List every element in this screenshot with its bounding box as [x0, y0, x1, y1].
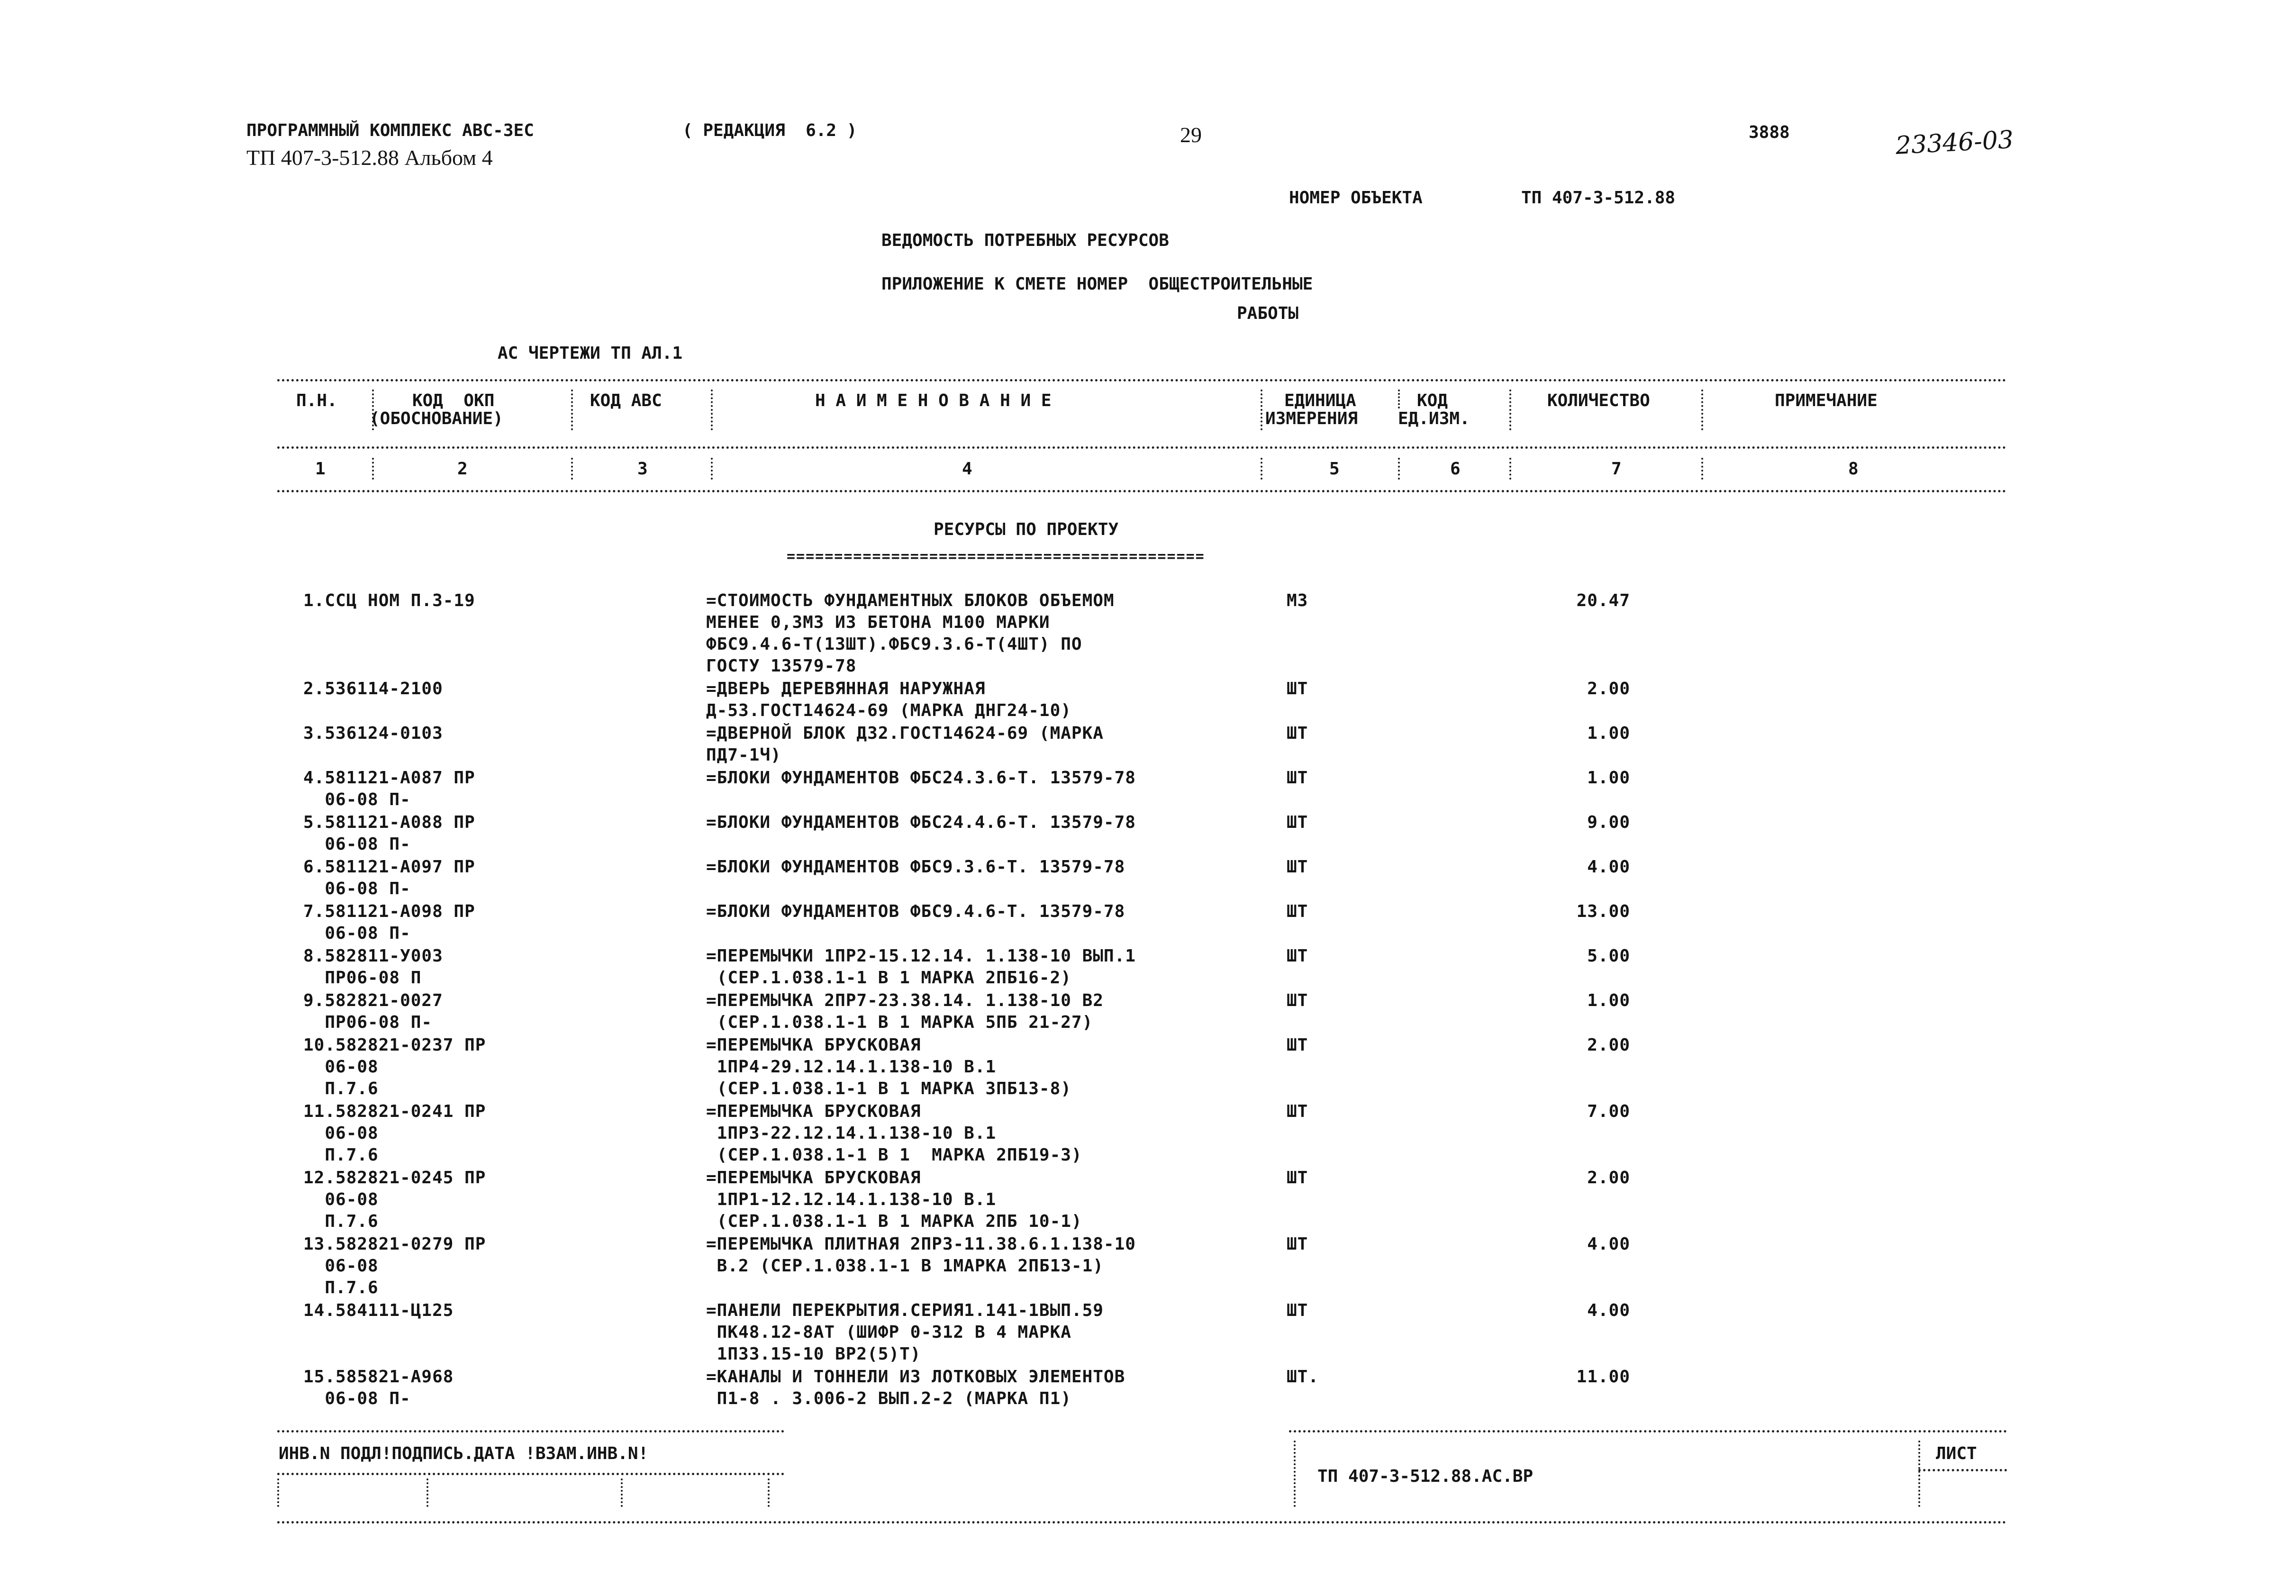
item-unit: М3	[1287, 591, 1308, 610]
document-title: ВЕДОМОСТЬ ПОТРЕБНЫХ РЕСУРСОВ	[881, 231, 1169, 250]
item-name: (СЕР.1.038.1-1 В 1 МАРКА 2ПБ19-3)	[706, 1145, 1082, 1165]
item-name: =ПЕРЕМЫЧКА ПЛИТНАЯ 2ПР3-11.38.6.1.138-10	[706, 1234, 1136, 1254]
item-code: 06-08	[303, 1190, 379, 1209]
item-unit: ШТ.	[1287, 1367, 1319, 1387]
section-title: РЕСУРСЫ ПО ПРОЕКТУ	[934, 520, 1119, 539]
item-name: (СЕР.1.038.1-1 В 1 МАРКА 3ПБ13-8)	[706, 1079, 1071, 1098]
item-quantity: 2.00	[1587, 1035, 1630, 1055]
item-code: ПР06-08 П-	[303, 1013, 433, 1032]
item-name: Д-53.ГОСТ14624-69 (МАРКА ДНГ24-10)	[706, 701, 1071, 720]
item-name: ГОСТУ 13579-78	[706, 656, 857, 676]
item-name: =ПЕРЕМЫЧКА БРУСКОВАЯ	[706, 1168, 921, 1188]
col-header-quantity: КОЛИЧЕСТВО	[1547, 391, 1650, 410]
col-header-basis: (ОБОСНОВАНИЕ)	[370, 409, 503, 428]
program-name: ПРОГРАММНЫЙ КОМПЛЕКС АВС-3ЕС	[246, 121, 534, 140]
col-header-name: Н А И М Е Н О В А Н И Е	[815, 391, 1052, 410]
item-name: (СЕР.1.038.1-1 В 1 МАРКА 2ПБ 10-1)	[706, 1212, 1082, 1231]
item-quantity: 11.00	[1576, 1367, 1630, 1387]
item-unit: ШТ	[1287, 1301, 1308, 1320]
item-unit: ШТ	[1287, 813, 1308, 832]
item-quantity: 7.00	[1587, 1102, 1630, 1121]
item-name: =ДВЕРНОЙ БЛОК Д32.ГОСТ14624-69 (МАРКА	[706, 724, 1104, 743]
item-name: 1ПР1-12.12.14.1.138-10 В.1	[706, 1190, 997, 1209]
object-value: ТП 407-3-512.88	[1521, 188, 1676, 208]
item-unit: ШТ	[1287, 991, 1308, 1010]
item-code: 11.582821-0241 ПР	[303, 1102, 486, 1121]
item-unit: ШТ	[1287, 724, 1308, 743]
form-code: 3888	[1749, 123, 1790, 142]
col-header-unit-code: КОД	[1417, 391, 1448, 410]
item-name: =ПЕРЕМЫЧКА БРУСКОВАЯ	[706, 1035, 921, 1055]
footer-sheet-label: ЛИСТ	[1936, 1444, 1977, 1463]
item-code: 1.ССЦ НОМ П.3-19	[303, 591, 475, 610]
col-number-3: 3	[637, 459, 648, 479]
item-unit: ШТ	[1287, 1035, 1308, 1055]
item-name: =БЛОКИ ФУНДАМЕНТОВ ФБС9.4.6-Т. 13579-78	[706, 902, 1125, 921]
item-code: 7.581121-А098 ПР	[303, 902, 475, 921]
handwritten-reference: 23346-03	[1895, 126, 2015, 160]
item-name: =БЛОКИ ФУНДАМЕНТОВ ФБС9.3.6-Т. 13579-78	[706, 857, 1125, 877]
item-quantity: 1.00	[1587, 724, 1630, 743]
item-code: 13.582821-0279 ПР	[303, 1234, 486, 1254]
col-number-5: 5	[1329, 459, 1340, 479]
item-code: 06-08 П-	[303, 924, 411, 943]
item-name: =СТОИМОСТЬ ФУНДАМЕНТНЫХ БЛОКОВ ОБЪЕМОМ	[706, 591, 1115, 610]
item-name: МЕНЕЕ 0,3М3 ИЗ БЕТОНА М100 МАРКИ	[706, 613, 1050, 632]
item-code: П.7.6	[303, 1145, 379, 1165]
item-code: 06-08 П-	[303, 1389, 411, 1408]
col-number-7: 7	[1611, 459, 1622, 479]
object-label: НОМЕР ОБЪЕКТА	[1289, 188, 1423, 208]
item-name: =ПЕРЕМЫЧКИ 1ПР2-15.12.14. 1.138-10 ВЫП.1	[706, 946, 1136, 966]
item-name: ПК48.12-8АТ (ШИФР 0-312 В 4 МАРКА	[706, 1323, 1071, 1342]
item-unit: ШТ	[1287, 946, 1308, 966]
item-name: 1ПР4-29.12.14.1.138-10 В.1	[706, 1057, 997, 1077]
item-code: 06-08 П-	[303, 790, 411, 809]
item-name: В.2 (СЕР.1.038.1-1 В 1МАРКА 2ПБ13-1)	[706, 1256, 1104, 1276]
item-unit: ШТ	[1287, 1102, 1308, 1121]
item-name: П1-8 . 3.006-2 ВЫП.2-2 (МАРКА П1)	[706, 1389, 1071, 1408]
item-code: 6.581121-А097 ПР	[303, 857, 475, 877]
item-quantity: 5.00	[1587, 946, 1630, 966]
item-unit: ШТ	[1287, 1234, 1308, 1254]
col-header-number: П.Н.	[296, 391, 337, 410]
item-code: 06-08	[303, 1256, 379, 1276]
section-underline: ============================================	[787, 548, 1205, 565]
item-code: 06-08 П-	[303, 834, 411, 854]
item-quantity: 13.00	[1576, 902, 1630, 921]
item-quantity: 4.00	[1587, 1234, 1630, 1254]
item-name: =БЛОКИ ФУНДАМЕНТОВ ФБС24.4.6-Т. 13579-78	[706, 813, 1136, 832]
item-code: 2.536114-2100	[303, 679, 443, 698]
item-unit: ШТ	[1287, 1168, 1308, 1188]
item-quantity: 20.47	[1576, 591, 1630, 610]
col-header-unit-code-2: ЕД.ИЗМ.	[1398, 409, 1470, 428]
item-code: 15.585821-А968	[303, 1367, 454, 1387]
item-name: (СЕР.1.038.1-1 В 1 МАРКА 2ПБ16-2)	[706, 968, 1071, 988]
item-name: =КАНАЛЫ И ТОННЕЛИ ИЗ ЛОТКОВЫХ ЭЛЕМЕНТОВ	[706, 1367, 1125, 1387]
col-number-8: 8	[1848, 459, 1859, 479]
item-name: ПД7-1Ч)	[706, 745, 781, 765]
item-name: (СЕР.1.038.1-1 В 1 МАРКА 5ПБ 21-27)	[706, 1013, 1093, 1032]
item-unit: ШТ	[1287, 768, 1308, 788]
col-header-unit: ЕДИНИЦА	[1284, 391, 1356, 410]
item-name: =ДВЕРЬ ДЕРЕВЯННАЯ НАРУЖНАЯ	[706, 679, 986, 698]
item-code: 06-08	[303, 1124, 379, 1143]
item-code: 06-08 П-	[303, 879, 411, 898]
col-number-2: 2	[457, 459, 468, 479]
item-name: =ПЕРЕМЫЧКА 2ПР7-23.38.14. 1.138-10 В2	[706, 991, 1104, 1010]
item-name: =ПЕРЕМЫЧКА БРУСКОВАЯ	[706, 1102, 921, 1121]
appendix-line-2: РАБОТЫ	[1237, 304, 1299, 323]
item-code: П.7.6	[303, 1079, 379, 1098]
item-code: 10.582821-0237 ПР	[303, 1035, 486, 1055]
album-title: ТП 407-3-512.88 Альбом 4	[246, 145, 493, 170]
item-code: 4.581121-А087 ПР	[303, 768, 475, 788]
item-code: ПР06-08 П	[303, 968, 422, 988]
item-quantity: 2.00	[1587, 679, 1630, 698]
col-number-4: 4	[962, 459, 972, 479]
item-name: =ПАНЕЛИ ПЕРЕКРЫТИЯ.СЕРИЯ1.141-1ВЫП.59	[706, 1301, 1104, 1320]
col-header-okp-code: КОД ОКП	[412, 391, 495, 410]
item-code: 5.581121-А088 ПР	[303, 813, 475, 832]
col-header-abc-code: КОД АВС	[590, 391, 662, 410]
col-number-6: 6	[1450, 459, 1461, 479]
item-quantity: 1.00	[1587, 768, 1630, 788]
col-number-1: 1	[315, 459, 326, 479]
item-quantity: 4.00	[1587, 857, 1630, 877]
item-name: ФБС9.4.6-Т(13ШТ).ФБС9.3.6-Т(4ШТ) ПО	[706, 635, 1082, 654]
item-code: 12.582821-0245 ПР	[303, 1168, 486, 1188]
item-quantity: 4.00	[1587, 1301, 1630, 1320]
drawings-ref: АС ЧЕРТЕЖИ ТП АЛ.1	[498, 344, 683, 363]
item-quantity: 2.00	[1587, 1168, 1630, 1188]
item-name: =БЛОКИ ФУНДАМЕНТОВ ФБС24.3.6-Т. 13579-78	[706, 768, 1136, 788]
item-code: 9.582821-0027	[303, 991, 443, 1010]
footer-doc-code: ТП 407-3-512.88.АС.ВР	[1317, 1467, 1534, 1486]
item-code: П.7.6	[303, 1212, 379, 1231]
col-header-unit-2: ИЗМЕРЕНИЯ	[1265, 409, 1358, 428]
item-unit: ШТ	[1287, 902, 1308, 921]
col-header-note: ПРИМЕЧАНИЕ	[1775, 391, 1878, 410]
item-code: 3.536124-0103	[303, 724, 443, 743]
page-number: 29	[1180, 123, 1202, 147]
item-quantity: 9.00	[1587, 813, 1630, 832]
edition: ( РЕДАКЦИЯ 6.2 )	[682, 121, 857, 140]
item-unit: ШТ	[1287, 679, 1308, 698]
item-name: 1П33.15-10 ВР2(5)Т)	[706, 1344, 921, 1364]
item-code: 14.584111-Ц125	[303, 1301, 454, 1320]
item-code: 06-08	[303, 1057, 379, 1077]
item-quantity: 1.00	[1587, 991, 1630, 1010]
item-unit: ШТ	[1287, 857, 1308, 877]
item-code: 8.582811-У003	[303, 946, 443, 966]
appendix-line: ПРИЛОЖЕНИЕ К СМЕТЕ НОМЕР ОБЩЕСТРОИТЕЛЬНЫЕ	[881, 274, 1313, 294]
footer-registry-header: ИНВ.N ПОДЛ!ПОДПИСЬ.ДАТА !ВЗАМ.ИНВ.N!	[279, 1444, 649, 1463]
item-code: П.7.6	[303, 1278, 379, 1297]
item-name: 1ПР3-22.12.14.1.138-10 В.1	[706, 1124, 997, 1143]
